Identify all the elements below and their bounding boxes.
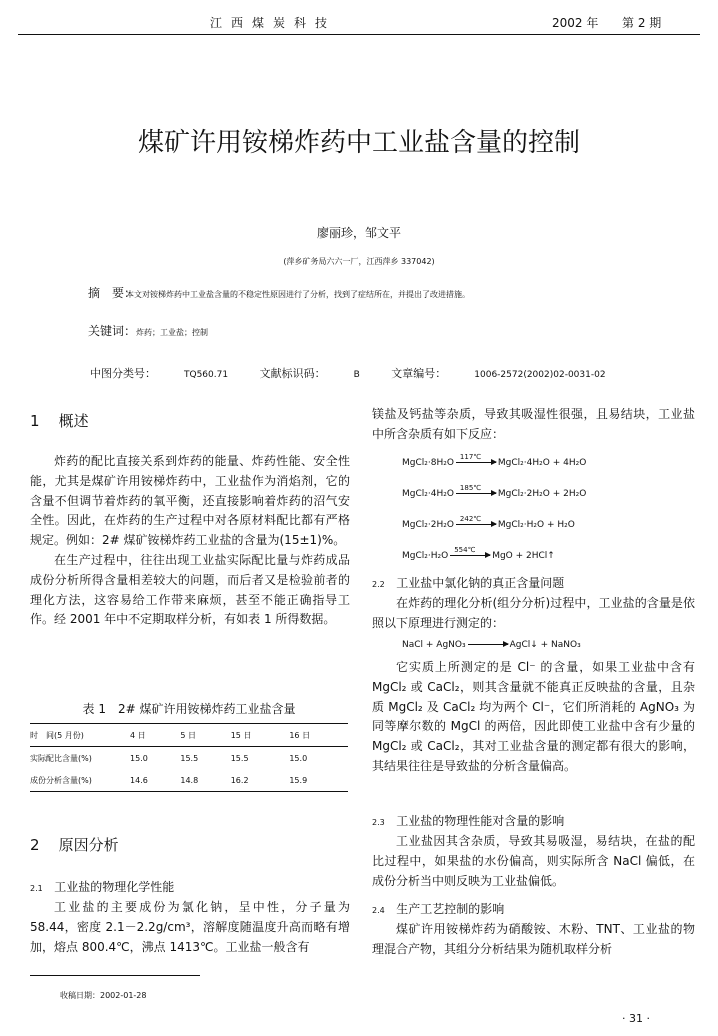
abstract-label: 摘 要： xyxy=(88,286,137,300)
section-1-paragraph-2: 在生产过程中，往往出现工业盐实际配比量与炸药成品成份分析所得含量相差较大的问题，而后者又是检验前者的理化方法，这容易给工作带来麻烦，甚至不能正确指导工作。经 2001 年中不定期取样分析，有如表 1 所得数据。 xyxy=(30,552,350,627)
table-cell: 15.5 xyxy=(180,753,199,763)
subsection-2-1-body xyxy=(30,898,350,957)
section-1-paragraph-1: 炸药的配比直接关系到炸药的能量、炸药性能、安全性能，尤其是煤矿许用铵梯炸药中，工业盐作为消焰剂，它的含量不但调节着炸药的氧平衡，还直接影响着炸药的沼气安全性。因此，在炸药的生产过程中对各原材料配比都有严格规定。例如：2# 煤矿铵梯炸药工业盐的含量为(15±1)%。 xyxy=(30,454,350,548)
table-cell: 15.9 xyxy=(289,775,308,785)
table-header-cell: 4 日 xyxy=(130,730,146,740)
clc-group xyxy=(90,367,228,380)
reaction-4 xyxy=(402,546,555,561)
table-cell: 14.6 xyxy=(130,775,148,785)
table-header-row xyxy=(30,724,348,747)
reaction-2 xyxy=(402,484,587,499)
subsection-2-1-paragraph: 工业盐的主要成份为氯化钠，呈中性，分子量为 58.44，密度 2.1－2.2g/cm³，溶解度随温度升高而略有增加，熔点 800.4℃，沸点 1413℃。工业盐一般含有 xyxy=(30,900,350,954)
doc-code-group xyxy=(260,367,360,380)
issue-number: 第 2 期 xyxy=(622,16,662,30)
clc-label: 中图分类号： xyxy=(90,367,156,380)
table-1-caption: 表 1 2# 煤矿许用铵梯炸药工业盐含量 xyxy=(82,702,296,716)
reaction-1 xyxy=(402,453,587,468)
article-title: 煤矿许用铵梯炸药中工业盐含量的控制 xyxy=(137,128,580,158)
table-header-cell: 15 日 xyxy=(230,730,252,740)
table-1-grid xyxy=(30,723,348,792)
article-no-group xyxy=(391,367,605,380)
reaction-4-lhs: MgCl₂·H₂O xyxy=(402,551,449,561)
reaction-arrow-icon xyxy=(450,546,490,556)
subsection-2-1-number: 2.1 xyxy=(30,884,43,893)
column-2-paragraph-0: 镁盐及钙盐等杂质，导致其吸湿性很强，且易结块，工业盐中所含杂质有如下反应： xyxy=(372,407,695,441)
subsection-2-2-paragraph-2: 它实质上所测定的是 Cl⁻ 的含量，如果工业盐中含有 MgCl₂ 或 CaCl₂，则其含量就不能真正反映盐的含量，且杂质 MgCl₂ 及 CaCl₂ 均为两个 Cl⁻，它们所消耗的 AgNO₃ 为同等摩尔数的 MgCl 的两倍，因此即使工业盐中含有少量的 MgCl₂ 或 CaCl₂，其对工业盐含量的测定都有很大的影响，其结果往往是导致盐的分析含量偏高。 xyxy=(372,660,695,773)
reaction-5-lhs: NaCl + AgNO₃ xyxy=(402,640,466,650)
reaction-3 xyxy=(402,515,575,530)
reaction-3-lhs: MgCl₂·2H₂O xyxy=(402,520,454,530)
subsection-2-2-body xyxy=(372,658,695,777)
table-cell: 14.8 xyxy=(180,775,199,785)
received-date: 收稿日期：2002-01-28 xyxy=(60,991,147,1000)
subsection-2-3-number: 2.3 xyxy=(372,818,385,827)
reaction-1-lhs: MgCl₂·8H₂O xyxy=(402,458,454,468)
table-cell: 15.0 xyxy=(289,753,308,763)
table-header-cell: 5 日 xyxy=(180,730,196,740)
table-header-cell: 16 日 xyxy=(289,730,311,740)
subsection-2-4-body xyxy=(372,920,695,960)
doc-code: B xyxy=(353,370,360,380)
journal-name: 江西煤炭科技 xyxy=(210,16,337,30)
reaction-4-condition: 554℃ xyxy=(454,546,476,554)
reaction-3-rhs: MgCl₂·H₂O + H₂O xyxy=(497,520,575,530)
section-1-heading xyxy=(30,410,89,431)
table-row xyxy=(30,769,348,792)
reaction-arrow-icon xyxy=(468,644,508,645)
subsection-2-4-heading xyxy=(372,900,504,917)
subsection-2-4-number: 2.4 xyxy=(372,906,385,915)
section-2-heading xyxy=(30,834,119,855)
reaction-3-condition: 242℃ xyxy=(459,515,482,523)
table-cell: 成份分析含量(%) xyxy=(30,775,92,785)
table-header-cell: 时 间(5 月份) xyxy=(30,730,84,740)
section-1-body xyxy=(30,452,350,630)
subsection-2-1-heading xyxy=(30,878,174,895)
subsection-2-2-title: 工业盐中氯化钠的真正含量问题 xyxy=(396,576,565,590)
table-cell: 16.2 xyxy=(230,775,249,785)
table-cell: 15.0 xyxy=(130,753,148,763)
footnote-rule xyxy=(30,975,200,976)
reaction-arrow-icon xyxy=(456,484,496,494)
reaction-1-condition: 117℃ xyxy=(459,453,482,461)
subsection-2-2-intro xyxy=(372,594,695,634)
classification-line xyxy=(90,365,650,381)
reaction-1-rhs: MgCl₂·4H₂O + 4H₂O xyxy=(497,458,587,468)
keywords: 炸药；工业盐；控制 xyxy=(136,328,209,337)
reaction-2-condition: 185℃ xyxy=(459,484,482,492)
reaction-2-lhs: MgCl₂·4H₂O xyxy=(402,489,454,499)
table-cell: 实际配比含量(%) xyxy=(30,753,92,763)
reaction-5-rhs: AgCl↓ + NaNO₃ xyxy=(509,640,581,650)
subsection-2-2-number: 2.2 xyxy=(372,580,385,589)
reaction-arrow-icon xyxy=(456,453,496,463)
affiliation: (萍乡矿务局六六一厂，江西萍乡 337042) xyxy=(283,257,435,266)
section-2-title: 原因分析 xyxy=(58,836,119,854)
reaction-5 xyxy=(402,640,581,650)
subsection-2-3-body xyxy=(372,832,695,891)
column-2-intro xyxy=(372,405,695,445)
table-1 xyxy=(30,700,348,792)
subsection-2-1-title: 工业盐的物理化学性能 xyxy=(54,880,175,894)
subsection-2-4-title: 生产工艺控制的影响 xyxy=(396,902,505,916)
section-2-number: 2 xyxy=(30,836,40,854)
article-no-label: 文章编号： xyxy=(391,367,447,380)
clc-code: TQ560.71 xyxy=(184,370,229,380)
doc-code-label: 文献标识码： xyxy=(259,367,326,380)
reaction-4-rhs: MgO + 2HCl↑ xyxy=(492,551,555,561)
keywords-label: 关键词： xyxy=(88,324,137,338)
table-row xyxy=(30,747,348,770)
subsection-2-2-heading xyxy=(372,574,564,591)
article-no: 1006-2572(2002)02-0031-02 xyxy=(474,370,606,380)
subsection-2-2-paragraph-1: 在炸药的理化分析(组分分析)过程中，工业盐的含量是依照以下原理进行测定的： xyxy=(372,596,695,630)
header-rule xyxy=(18,34,700,35)
reaction-arrow-icon xyxy=(456,515,496,525)
section-1-title: 概述 xyxy=(58,412,89,430)
subsection-2-3-paragraph: 工业盐因其含杂质，导致其易吸湿，易结块，在盐的配比过程中，如果盐的水份偏高，则实际所含 NaCl 偏低，在成份分析当中则反映为工业盐偏低。 xyxy=(372,834,695,888)
section-1-number: 1 xyxy=(30,412,40,430)
reaction-2-rhs: MgCl₂·2H₂O + 2H₂O xyxy=(497,489,587,499)
subsection-2-4-paragraph: 煤矿许用铵梯炸药为硝酸铵、木粉、TNT、工业盐的物理混合产物，其组分分析结果为随机取样分析 xyxy=(372,922,695,956)
subsection-2-3-title: 工业盐的物理性能对含量的影响 xyxy=(396,814,565,828)
authors: 廖丽珍，邹文平 xyxy=(316,226,401,240)
abstract-text: 本文对铵梯炸药中工业盐含量的不稳定性原因进行了分析，找到了症结所在，并提出了改进措施。 xyxy=(126,290,470,299)
page-number: · 31 · xyxy=(622,1012,650,1025)
subsection-2-3-heading xyxy=(372,812,564,829)
issue-year: 2002 年 xyxy=(552,16,599,30)
keywords-line xyxy=(88,322,208,339)
table-cell: 15.5 xyxy=(230,753,249,763)
